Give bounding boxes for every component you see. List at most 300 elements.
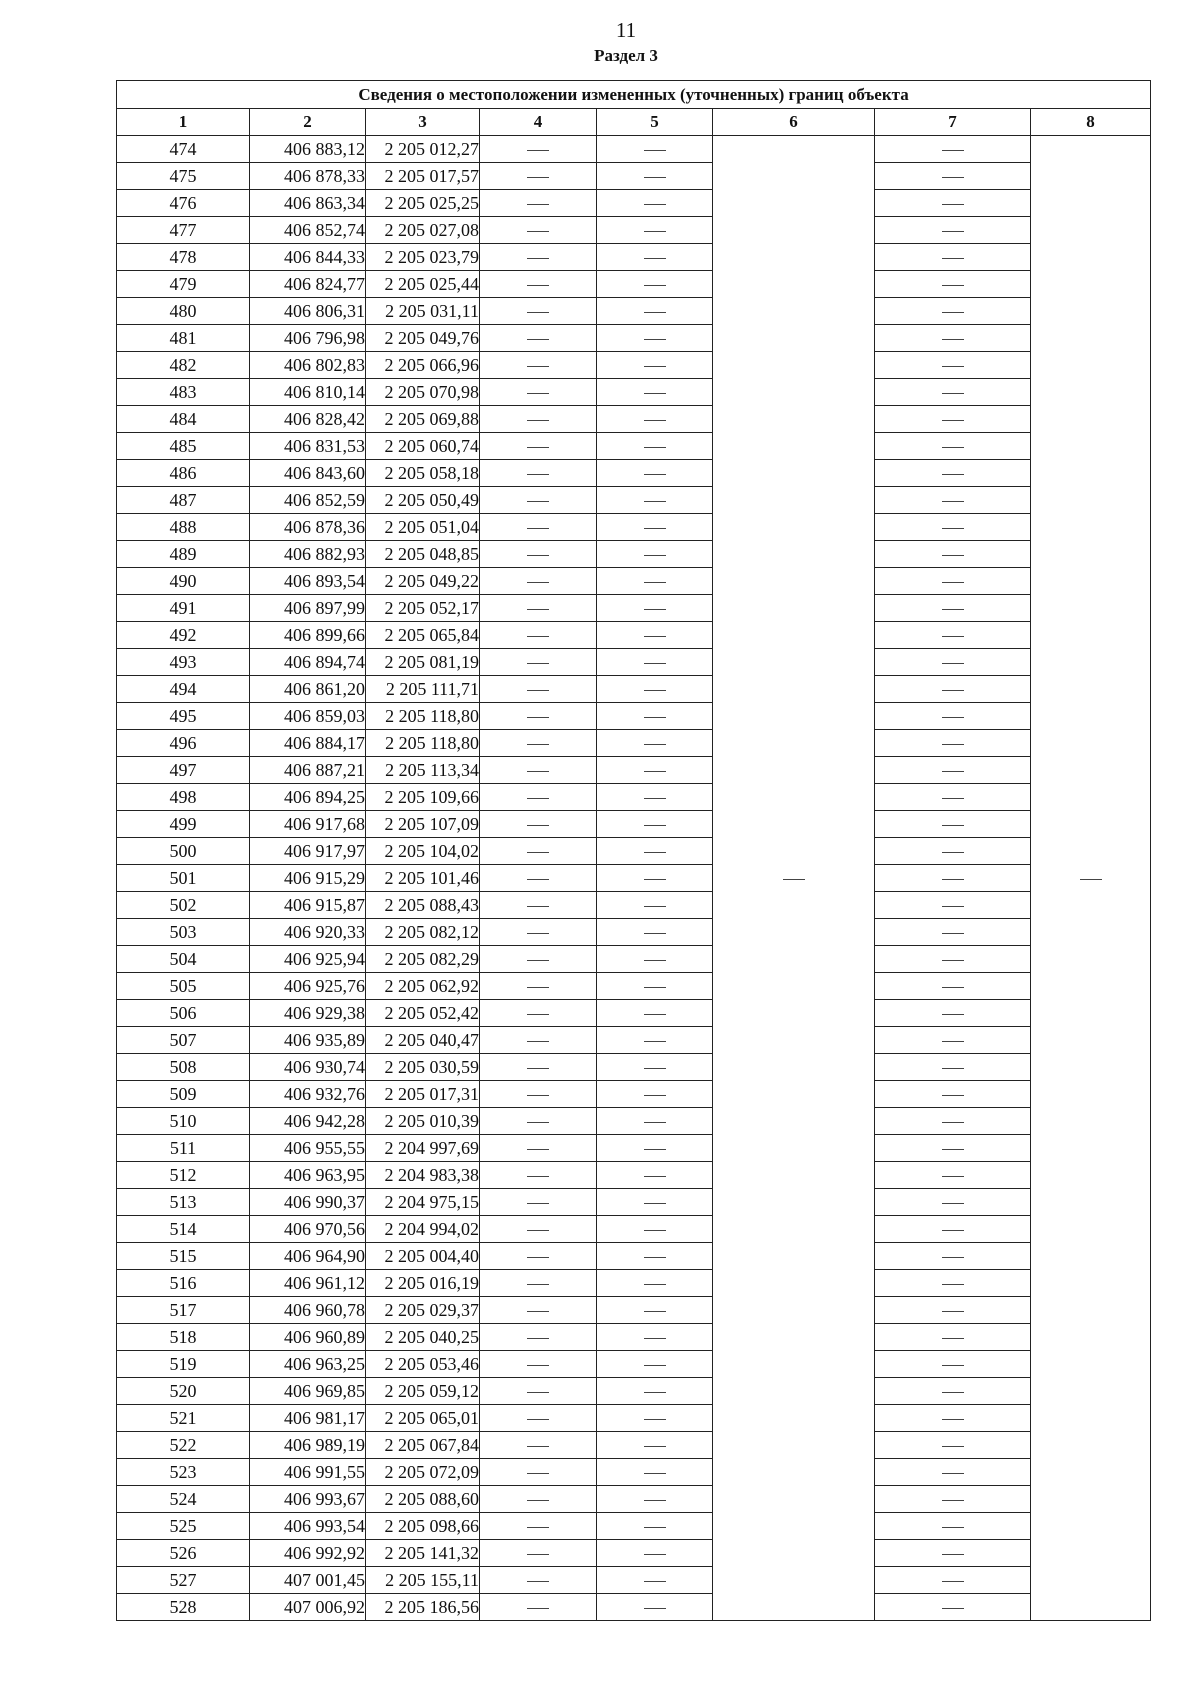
dash-mark [527,393,549,394]
column-4-cell [480,298,597,325]
dash-mark [644,393,666,394]
point-number-cell: 509 [117,1081,250,1108]
dash-mark [942,204,964,205]
point-number-cell: 506 [117,1000,250,1027]
dash-mark [644,1446,666,1447]
column-4-cell [480,946,597,973]
table-row [117,136,1151,163]
x-coordinate-cell: 406 925,94 [250,946,366,973]
dash-mark [644,258,666,259]
column-5-cell [597,379,713,406]
x-coordinate-cell: 406 810,14 [250,379,366,406]
dash-mark [942,420,964,421]
column-4-cell [480,1054,597,1081]
column-7-cell [875,811,1031,838]
x-coordinate-cell: 406 969,85 [250,1378,366,1405]
dash-mark [527,636,549,637]
column-4-cell [480,865,597,892]
x-coordinate-cell: 406 960,89 [250,1324,366,1351]
dash-mark [942,528,964,529]
dash-mark [644,150,666,151]
column-4-cell [480,919,597,946]
dash-mark [644,609,666,610]
column-4-cell [480,1459,597,1486]
column-5-cell [597,1567,713,1594]
column-5-cell [597,1081,713,1108]
column-4-cell [480,838,597,865]
column-7-cell [875,244,1031,271]
dash-mark [527,312,549,313]
dash-mark [942,285,964,286]
dash-mark [644,825,666,826]
x-coordinate-cell: 406 964,90 [250,1243,366,1270]
column-5-cell [597,1216,713,1243]
y-coordinate-cell: 2 205 048,85 [366,541,480,568]
column-4-cell [480,1324,597,1351]
dash-mark [942,1527,964,1528]
dash-mark [942,609,964,610]
column-7-cell [875,379,1031,406]
column-7-cell [875,703,1031,730]
dash-mark [527,1122,549,1123]
column-4-cell [480,568,597,595]
dash-mark [644,555,666,556]
dash-mark [644,1068,666,1069]
point-number-cell: 493 [117,649,250,676]
point-number-cell: 511 [117,1135,250,1162]
dash-mark [942,177,964,178]
column-7-cell [875,1189,1031,1216]
table-row [117,1432,1151,1459]
column-5-cell [597,946,713,973]
column-7-cell [875,973,1031,1000]
x-coordinate-cell: 406 796,98 [250,325,366,352]
y-coordinate-cell: 2 205 101,46 [366,865,480,892]
column-5-cell [597,514,713,541]
x-coordinate-cell: 406 894,25 [250,784,366,811]
x-coordinate-cell: 406 852,59 [250,487,366,514]
column-5-cell [597,1027,713,1054]
x-coordinate-cell: 406 859,03 [250,703,366,730]
column-5-cell [597,892,713,919]
column-5-cell [597,1135,713,1162]
dash-mark [942,1392,964,1393]
dash-mark [942,1014,964,1015]
dash-mark [527,150,549,151]
y-coordinate-cell: 2 205 155,11 [366,1567,480,1594]
dash-mark [942,825,964,826]
column-4-cell [480,595,597,622]
column-5-cell [597,973,713,1000]
table-row [117,919,1151,946]
y-coordinate-cell: 2 204 983,38 [366,1162,480,1189]
column-4-cell [480,514,597,541]
table-row [117,595,1151,622]
column-7-cell [875,892,1031,919]
y-coordinate-cell: 2 205 107,09 [366,811,480,838]
column-4-cell [480,1594,597,1621]
point-number-cell: 476 [117,190,250,217]
dash-mark [644,663,666,664]
column-5-cell [597,649,713,676]
x-coordinate-cell: 406 942,28 [250,1108,366,1135]
y-coordinate-cell: 2 205 088,60 [366,1486,480,1513]
column-5-cell [597,325,713,352]
column-4-cell [480,1378,597,1405]
table-row [117,622,1151,649]
dash-mark [527,1068,549,1069]
dash-mark [644,1473,666,1474]
y-coordinate-cell: 2 205 040,25 [366,1324,480,1351]
dash-mark [644,501,666,502]
column-7-cell [875,325,1031,352]
y-coordinate-cell: 2 205 065,84 [366,622,480,649]
dash-mark [527,1338,549,1339]
table-row [117,1243,1151,1270]
column-5-cell [597,1405,713,1432]
column-number: 2 [250,109,366,136]
point-number-cell: 486 [117,460,250,487]
column-4-cell [480,1432,597,1459]
table-row [117,1216,1151,1243]
column-4-cell [480,325,597,352]
y-coordinate-cell: 2 204 994,02 [366,1216,480,1243]
dash-mark [527,582,549,583]
column-4-cell [480,757,597,784]
y-coordinate-cell: 2 205 070,98 [366,379,480,406]
x-coordinate-cell: 406 990,37 [250,1189,366,1216]
point-number-cell: 497 [117,757,250,784]
y-coordinate-cell: 2 205 031,11 [366,298,480,325]
dash-mark [527,609,549,610]
dash-mark [942,1095,964,1096]
dash-mark [644,960,666,961]
dash-mark [1080,879,1102,880]
x-coordinate-cell: 406 878,33 [250,163,366,190]
x-coordinate-cell: 406 863,34 [250,190,366,217]
dash-mark [644,1203,666,1204]
column-number: 3 [366,109,480,136]
x-coordinate-cell: 406 894,74 [250,649,366,676]
dash-mark [527,555,549,556]
dash-mark [942,1554,964,1555]
column-7-cell [875,190,1031,217]
dash-mark [942,582,964,583]
dash-mark [942,474,964,475]
dash-mark [527,366,549,367]
x-coordinate-cell: 406 955,55 [250,1135,366,1162]
point-number-cell: 499 [117,811,250,838]
column-4-cell [480,244,597,271]
y-coordinate-cell: 2 205 069,88 [366,406,480,433]
dash-mark [644,312,666,313]
table-body [117,136,1151,1621]
dash-mark [942,906,964,907]
dash-mark [527,177,549,178]
point-number-cell: 502 [117,892,250,919]
table-row [117,514,1151,541]
dash-mark [527,231,549,232]
table-row [117,1405,1151,1432]
y-coordinate-cell: 2 205 058,18 [366,460,480,487]
dash-mark [942,1122,964,1123]
dash-mark [942,1230,964,1231]
dash-mark [942,1473,964,1474]
x-coordinate-cell: 406 806,31 [250,298,366,325]
dash-mark [942,744,964,745]
x-coordinate-cell: 406 878,36 [250,514,366,541]
table-row [117,676,1151,703]
dash-mark [527,1500,549,1501]
dash-mark [644,636,666,637]
table-row [117,1000,1151,1027]
y-coordinate-cell: 2 205 017,31 [366,1081,480,1108]
column-5-cell [597,1243,713,1270]
x-coordinate-cell: 406 915,29 [250,865,366,892]
point-number-cell: 505 [117,973,250,1000]
dash-mark [527,1473,549,1474]
dash-mark [527,690,549,691]
dash-mark [644,1527,666,1528]
column-7-cell [875,865,1031,892]
table-row [117,1189,1151,1216]
column-4-cell [480,892,597,919]
point-number-cell: 522 [117,1432,250,1459]
x-coordinate-cell: 406 925,76 [250,973,366,1000]
y-coordinate-cell: 2 205 072,09 [366,1459,480,1486]
column-5-cell [597,757,713,784]
column-4-cell [480,1270,597,1297]
column-7-cell [875,1324,1031,1351]
dash-mark [527,825,549,826]
y-coordinate-cell: 2 205 050,49 [366,487,480,514]
column-7-cell [875,1081,1031,1108]
table-row [117,190,1151,217]
point-number-cell: 516 [117,1270,250,1297]
dash-mark [942,933,964,934]
y-coordinate-cell: 2 205 052,17 [366,595,480,622]
point-number-cell: 478 [117,244,250,271]
dash-mark [644,1095,666,1096]
point-number-cell: 500 [117,838,250,865]
column-7-cell [875,1405,1031,1432]
x-coordinate-cell: 406 960,78 [250,1297,366,1324]
point-number-cell: 519 [117,1351,250,1378]
dash-mark [942,366,964,367]
x-coordinate-cell: 406 920,33 [250,919,366,946]
dash-mark [644,1176,666,1177]
dash-mark [942,717,964,718]
dash-mark [527,1608,549,1609]
table-row [117,838,1151,865]
dash-mark [527,339,549,340]
point-number-cell: 480 [117,298,250,325]
x-coordinate-cell: 406 991,55 [250,1459,366,1486]
y-coordinate-cell: 2 205 051,04 [366,514,480,541]
column-5-cell [597,1189,713,1216]
y-coordinate-cell: 2 205 053,46 [366,1351,480,1378]
point-number-cell: 527 [117,1567,250,1594]
column-5-cell [597,568,713,595]
column-4-cell [480,676,597,703]
column-5-cell [597,838,713,865]
dash-mark [527,258,549,259]
y-coordinate-cell: 2 204 997,69 [366,1135,480,1162]
dash-mark [644,339,666,340]
point-number-cell: 517 [117,1297,250,1324]
table-row [117,649,1151,676]
column-5-cell [597,1459,713,1486]
y-coordinate-cell: 2 205 040,47 [366,1027,480,1054]
column-7-cell [875,1027,1031,1054]
x-coordinate-cell: 406 935,89 [250,1027,366,1054]
table-row [117,1567,1151,1594]
dash-mark [644,1041,666,1042]
point-number-cell: 484 [117,406,250,433]
column-4-cell [480,406,597,433]
column-5-cell [597,217,713,244]
table-row [117,325,1151,352]
dash-mark [644,366,666,367]
point-number-cell: 483 [117,379,250,406]
point-number-cell: 495 [117,703,250,730]
column-number: 8 [1031,109,1151,136]
table-row [117,1162,1151,1189]
y-coordinate-cell: 2 205 082,29 [366,946,480,973]
table-row [117,298,1151,325]
column-4-cell [480,217,597,244]
y-coordinate-cell: 2 205 025,25 [366,190,480,217]
point-number-cell: 523 [117,1459,250,1486]
y-coordinate-cell: 2 205 012,27 [366,136,480,163]
dash-mark [644,852,666,853]
dash-mark [644,1365,666,1366]
column-7-cell [875,1378,1031,1405]
column-5-cell [597,1054,713,1081]
dash-mark [942,798,964,799]
column-7-cell [875,406,1031,433]
point-number-cell: 510 [117,1108,250,1135]
column-4-cell [480,1135,597,1162]
dash-mark [527,1149,549,1150]
dash-mark [644,1230,666,1231]
point-number-cell: 475 [117,163,250,190]
dash-mark [644,879,666,880]
dash-mark [644,987,666,988]
column-number: 4 [480,109,597,136]
column-5-cell [597,730,713,757]
dash-mark [942,1311,964,1312]
column-5-cell [597,244,713,271]
table-row [117,1486,1151,1513]
column-4-cell [480,1108,597,1135]
dash-mark [942,960,964,961]
column-number: 5 [597,109,713,136]
column-4-cell [480,1243,597,1270]
y-coordinate-cell: 2 205 081,19 [366,649,480,676]
point-number-cell: 494 [117,676,250,703]
column-7-cell [875,1540,1031,1567]
table-row [117,352,1151,379]
dash-mark [644,1122,666,1123]
column-7-cell [875,730,1031,757]
column-7-cell [875,217,1031,244]
x-coordinate-cell: 406 897,99 [250,595,366,622]
table-row [117,217,1151,244]
table-row [117,244,1151,271]
dash-mark [942,1257,964,1258]
table-row [117,487,1151,514]
column-7-cell [875,136,1031,163]
column-4-cell [480,1513,597,1540]
dash-mark [527,1581,549,1582]
y-coordinate-cell: 2 205 118,80 [366,730,480,757]
column-5-cell [597,703,713,730]
dash-mark [644,1338,666,1339]
x-coordinate-cell: 406 893,54 [250,568,366,595]
dash-mark [942,1608,964,1609]
point-number-cell: 504 [117,946,250,973]
x-coordinate-cell: 406 852,74 [250,217,366,244]
x-coordinate-cell: 406 930,74 [250,1054,366,1081]
dash-mark [527,204,549,205]
column-7-cell [875,1054,1031,1081]
column-4-cell [480,1540,597,1567]
column-5-cell [597,1000,713,1027]
dash-mark [942,1338,964,1339]
dash-mark [942,1284,964,1285]
column-5-cell [597,676,713,703]
dash-mark [644,690,666,691]
y-coordinate-cell: 2 205 004,40 [366,1243,480,1270]
table-row [117,1540,1151,1567]
column-4-cell [480,541,597,568]
y-coordinate-cell: 2 205 049,76 [366,325,480,352]
dash-mark [644,1311,666,1312]
dash-mark [942,1581,964,1582]
column-5-cell [597,1540,713,1567]
point-number-cell: 485 [117,433,250,460]
column-4-cell [480,1027,597,1054]
column-4-cell [480,433,597,460]
dash-mark [942,258,964,259]
y-coordinate-cell: 2 205 065,01 [366,1405,480,1432]
dash-mark [942,852,964,853]
point-number-cell: 479 [117,271,250,298]
table-row [117,1324,1151,1351]
dash-mark [527,879,549,880]
column-5-cell [597,1432,713,1459]
column-5-cell [597,784,713,811]
y-coordinate-cell: 2 205 030,59 [366,1054,480,1081]
dash-mark [527,501,549,502]
y-coordinate-cell: 2 205 067,84 [366,1432,480,1459]
column-5-cell [597,865,713,892]
x-coordinate-cell: 406 993,54 [250,1513,366,1540]
point-number-cell: 507 [117,1027,250,1054]
x-coordinate-cell: 406 883,12 [250,136,366,163]
column-6-merged-cell [713,136,875,1621]
x-coordinate-cell: 407 006,92 [250,1594,366,1621]
column-7-cell [875,163,1031,190]
y-coordinate-cell: 2 205 060,74 [366,433,480,460]
column-5-cell [597,406,713,433]
dash-mark [527,1230,549,1231]
column-5-cell [597,298,713,325]
dash-mark [644,744,666,745]
table-row [117,379,1151,406]
column-7-cell [875,838,1031,865]
